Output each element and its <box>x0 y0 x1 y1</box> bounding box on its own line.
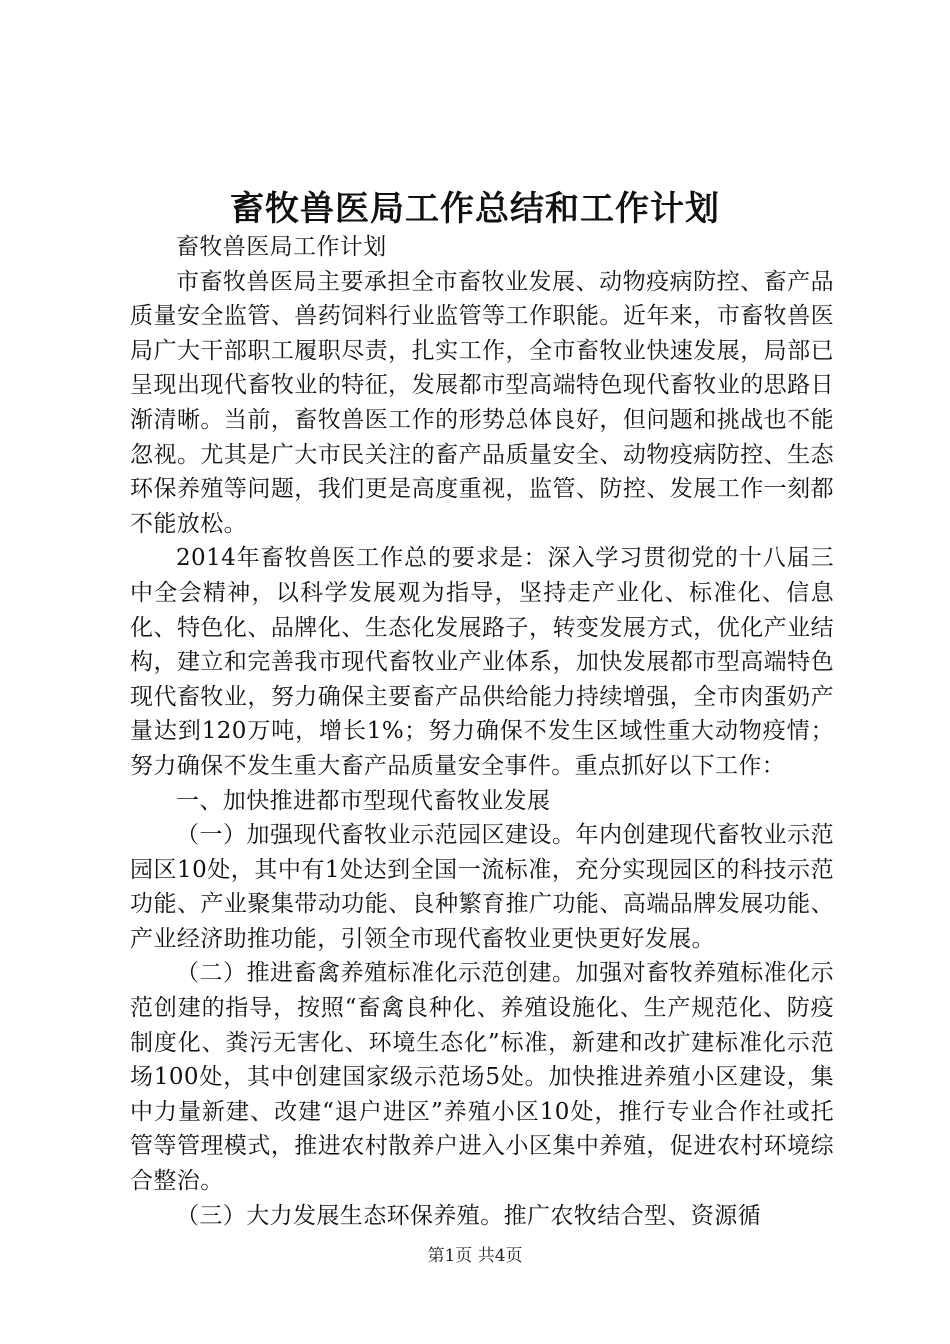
item-paragraph-3: （三）大力发展生态环保养殖。推广农牧结合型、资源循 <box>176 1202 761 1229</box>
item-paragraph-2: （二）推进畜禽养殖标准化示范创建。加强对畜牧养殖标准化示范创建的指导，按照“畜禽良种化、养殖设施化、生产规范化、防疫制度化、粪污无害化、环境生态化”标准，新建和改扩建标准化示范场100处，其中创建国家级示范场5处。加快推进养殖小区建设，集中力量新建、改建“退户进区”养殖小区10处，推行专业合作社或托管等管理模式，推进农村散养户进入小区集中养殖，促进农村环境综合整治。 <box>130 960 834 1195</box>
section-heading-1: 一、加快推进都市型现代畜牧业发展 <box>176 787 551 814</box>
document-title: 畜牧兽医局工作总结和工作计划 <box>230 189 720 229</box>
requirements-paragraph: 2014年畜牧兽医工作总的要求是：深入学习贯彻党的十八届三中全会精神，以科学发展观为指导，坚持走产业化、标准化、信息化、特色化、品牌化、生态化发展路子，转变发展方式，优化产业结构，建立和完善我市现代畜牧业产业体系，加快发展都市型高端特色现代畜牧业，努力确保主要畜产品供给能力持续增强，全市肉蛋奶产量达到120万吨，增长1%；努力确保不发生区域性重大动物疫情；努力确保不发生重大畜产品质量安全事件。重点抓好以下工作： <box>130 545 834 779</box>
page-footer: 第1页 共4页 <box>427 1246 523 1266</box>
item-paragraph-1: （一）加强现代畜牧业示范园区建设。年内创建现代畜牧业示范园区10处，其中有1处达到全国一流标准，充分实现园区的科技示范功能、产业聚集带动功能、良种繁育推广功能、高端品牌发展功能、产业经济助推功能，引领全市现代畜牧业更快更好发展。 <box>130 822 834 952</box>
document-body <box>130 230 834 1233</box>
intro-paragraph: 市畜牧兽医局主要承担全市畜牧业发展、动物疫病防控、畜产品质量安全监管、兽药饲料行业监管等工作职能。近年来，市畜牧兽医局广大干部职工履职尽责，扎实工作，全市畜牧业快速发展，局部已呈现出现代畜牧业的特征，发展都市型高端特色现代畜牧业的思路日渐清晰。当前，畜牧兽医工作的形势总体良好，但问题和挑战也不能忽视。尤其是广大市民关注的畜产品质量安全、动物疫病防控、生态环保养殖等问题，我们更是高度重视，监管、防控、发展工作一刻都不能放松。 <box>130 268 834 537</box>
section-subtitle: 畜牧兽医局工作计划 <box>176 234 387 260</box>
